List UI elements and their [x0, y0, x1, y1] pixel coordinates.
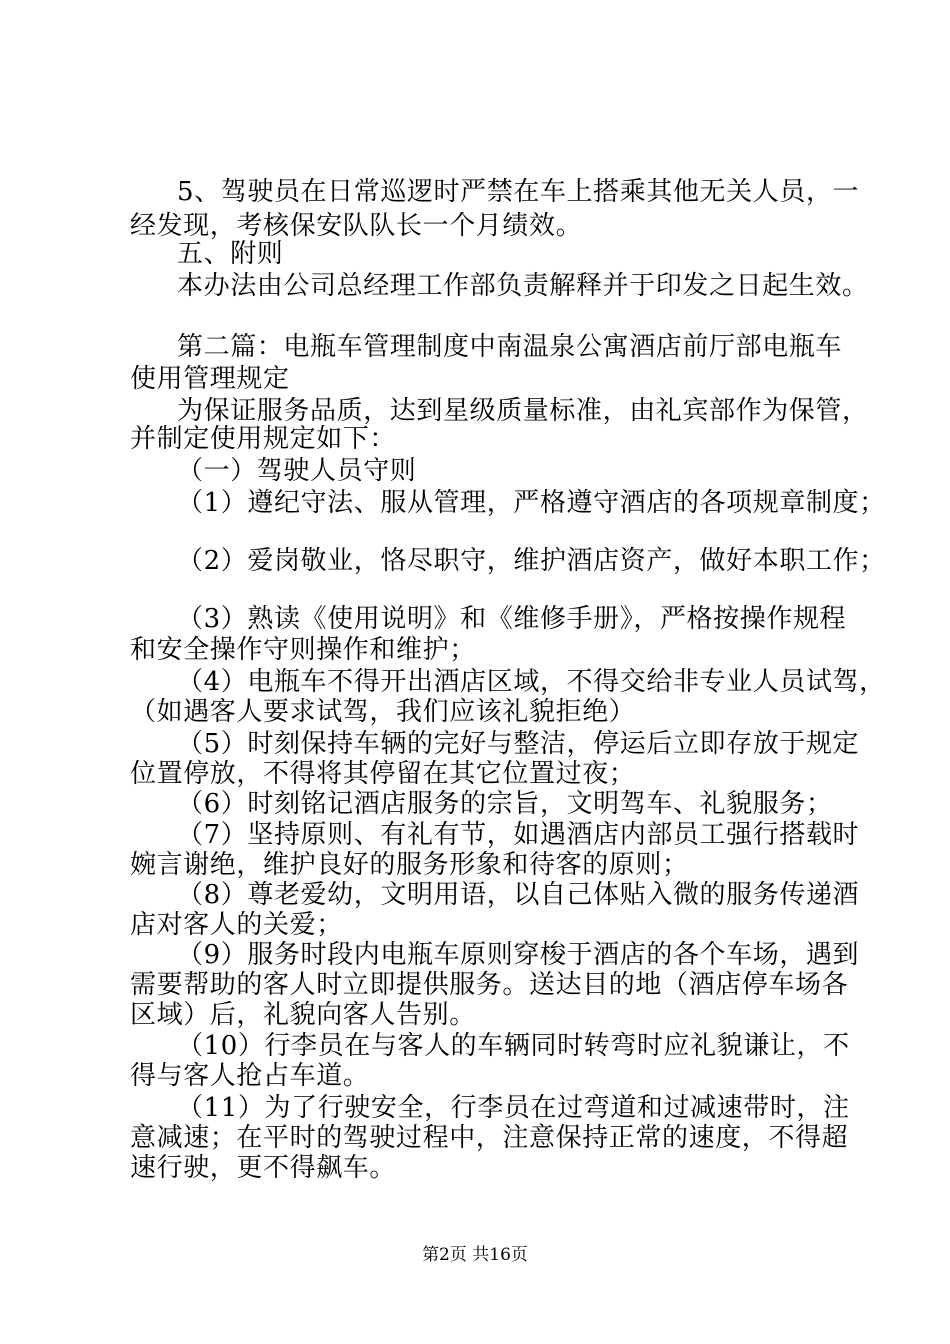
text-line: 5、驾驶员在日常巡逻时严禁在车上搭乘其他无关人员，一 — [177, 177, 860, 207]
text-line: 店对客人的关爱； — [130, 910, 343, 940]
text-line: 速行驶，更不得飙车。 — [130, 1153, 397, 1183]
text-line: （1）遵纪守法、服从管理，严格遵守酒店的各项规章制度； — [177, 488, 886, 518]
page-number-footer: 第2页 共16页 — [422, 1245, 528, 1265]
text-line: （3）熟读《使用说明》和《维修手册》，严格按操作规程 — [177, 604, 847, 634]
section-heading: （一）驾驶人员守则 — [177, 456, 417, 486]
text-line: （2）爱岗敬业，恪尽职守，维护酒店资产，做好本职工作； — [177, 546, 886, 576]
text-line: （4）电瓶车不得开出酒店区域，不得交给非专业人员试驾， — [177, 667, 886, 697]
text-line: （10）行李员在与客人的车辆同时转弯时应礼貌谦让，不 — [177, 1031, 850, 1061]
article-title: 第二篇：电瓶车管理制度中南温泉公寓酒店前厅部电瓶车 — [177, 332, 843, 362]
text-line: 得与客人抢占车道。 — [130, 1061, 370, 1091]
text-line: （7）坚持原则、有礼有节，如遇酒店内部员工强行搭载时 — [177, 820, 860, 850]
text-line: 位置停放，不得将其停留在其它位置过夜； — [130, 759, 636, 789]
section-heading: 五、附则 — [177, 239, 284, 269]
text-line: 为保证服务品质，达到星级质量标准，由礼宾部作为保管， — [177, 396, 869, 426]
text-line: 需要帮助的客人时立即提供服务。送达目的地（酒店停车场各 — [130, 970, 849, 1000]
text-line: 婉言谢绝，维护良好的服务形象和待客的原则； — [130, 850, 689, 880]
text-line: （5）时刻保持车辆的完好与整洁，停运后立即存放于规定 — [177, 729, 860, 759]
text-line: 本办法由公司总经理工作部负责解释并于印发之日起生效。 — [177, 271, 869, 301]
text-line: 意减速；在平时的驾驶过程中，注意保持正常的速度，不得超 — [130, 1123, 849, 1153]
text-line: （如遇客人要求试驾，我们应该礼貌拒绝） — [130, 697, 636, 727]
text-line: 区域）后，礼貌向客人告别。 — [130, 1000, 476, 1030]
text-line: 和安全操作守则操作和维护； — [130, 635, 476, 665]
article-title: 使用管理规定 — [130, 364, 290, 394]
text-line: 并制定使用规定如下： — [130, 424, 397, 454]
text-line: （6）时刻铭记酒店服务的宗旨，文明驾车、礼貌服务； — [177, 789, 833, 819]
text-line: 经发现，考核保安队队长一个月绩效。 — [130, 211, 583, 241]
text-line: （8）尊老爱幼，文明用语，以自己体贴入微的服务传递酒 — [177, 880, 860, 910]
text-line: （9）服务时段内电瓶车原则穿梭于酒店的各个车场，遇到 — [177, 940, 860, 970]
text-line: （11）为了行驶安全，行李员在过弯道和过减速带时，注 — [177, 1093, 850, 1123]
